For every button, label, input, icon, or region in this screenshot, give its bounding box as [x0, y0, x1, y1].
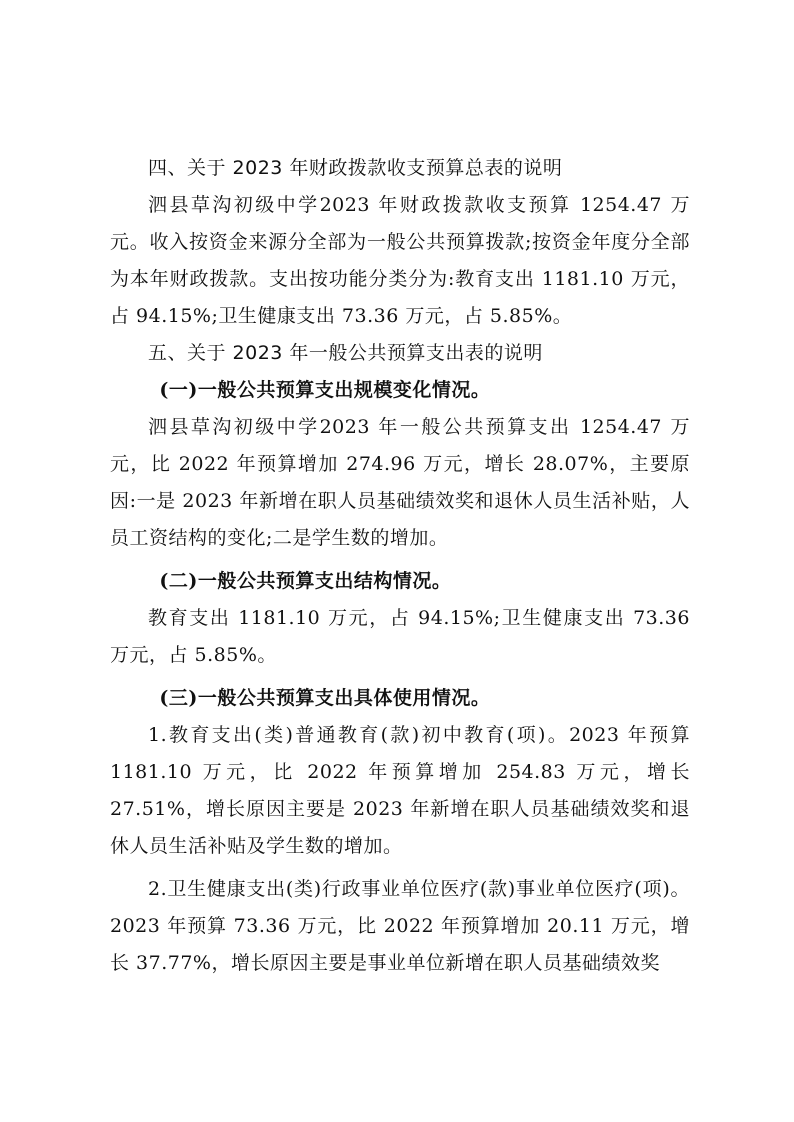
section-4-heading: 四、关于 2023 年财政拨款收支预算总表的说明 [148, 157, 563, 179]
section-5-heading: 五、关于 2023 年一般公共预算支出表的说明 [148, 342, 543, 364]
section-4-body: 泗县草沟初级中学2023 年财政拨款收支预算 1254.47 万元。收入按资金来源分全部为一般公共预算拨款;按资金年度分全部为本年财政拨款。支出按功能分类分为:教育支出 1181.10 万元，占 94.15%;卫生健康支出 73.36 万元，占 5.85%。 [110, 194, 690, 327]
section-5-sub3-item1: 1.教育支出(类)普通教育(款)初中教育(项)。2023 年预算 1181.10 万元，比 2022 年预算增加 254.83 万元，增长 27.51%，增长原因主要是 2023 年新增在职人员基础绩效奖和退休人员生活补贴及学生数的增加。 [110, 724, 690, 857]
section-5-sub1-body: 泗县草沟初级中学2023 年一般公共预算支出 1254.47 万元，比 2022 年预算增加 274.96 万元，增长 28.07%，主要原因:一是 2023 年新增在职人员基础绩效奖和退休人员生活补贴，人员工资结构的变化;二是学生数的增加。 [110, 416, 690, 549]
section-5-sub3-title: (三)一般公共预算支出具体使用情况。 [159, 687, 491, 709]
section-5-sub2-title: (二)一般公共预算支出结构情况。 [159, 570, 452, 592]
section-5-sub1-title: (一)一般公共预算支出规模变化情况。 [159, 379, 491, 401]
section-5-sub2-body: 教育支出 1181.10 万元，占 94.15%;卫生健康支出 73.36 万元，占 5.85%。 [110, 607, 690, 666]
section-5-sub3-item2: 2.卫生健康支出(类)行政事业单位医疗(款)事业单位医疗(项)。2023 年预算 73.36 万元，比 2022 年预算增加 20.11 万元，增长 37.77%，增长原因主要是事业单位新增在职人员基础绩效奖 [110, 878, 690, 974]
document-page [110, 150, 690, 982]
